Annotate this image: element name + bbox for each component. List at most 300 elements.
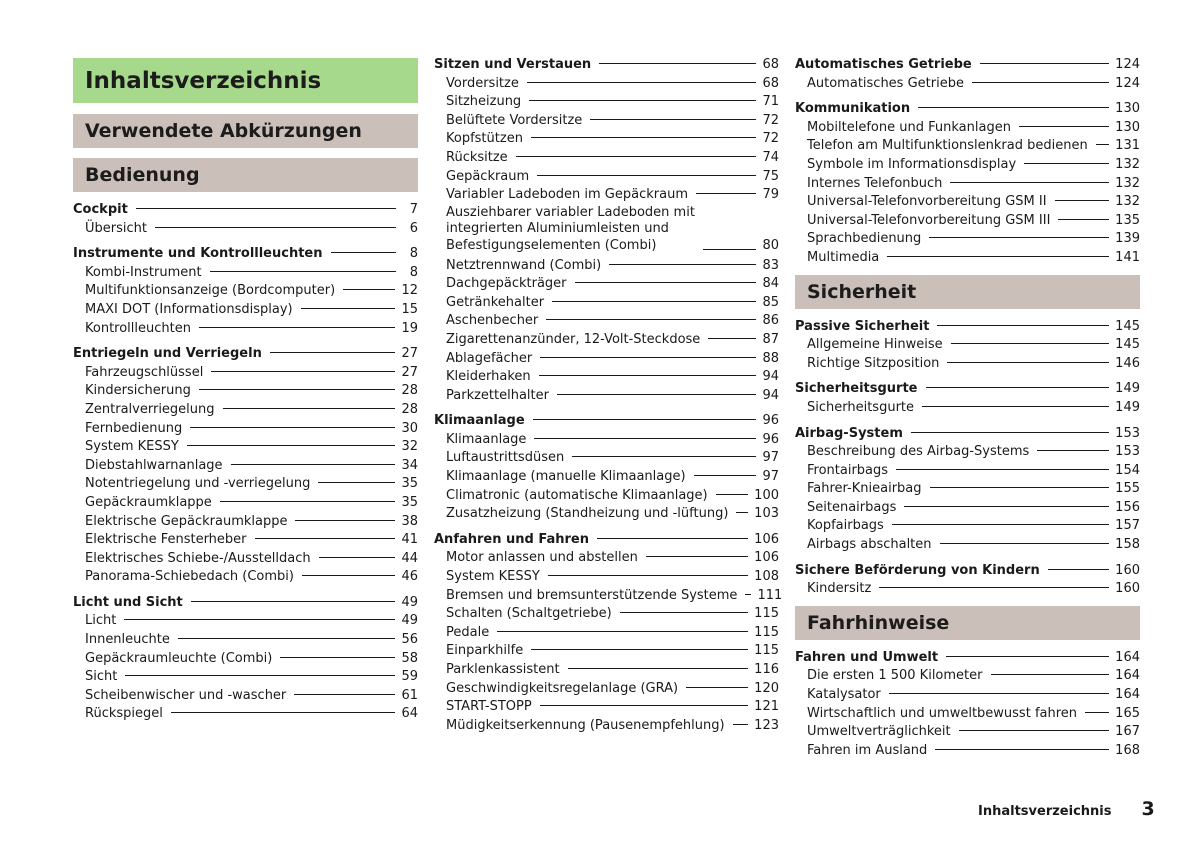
section-title: Cockpit <box>73 202 128 217</box>
toc-entry[interactable] <box>434 294 779 313</box>
toc-section <box>795 318 1140 374</box>
toc-section <box>795 56 1140 93</box>
dot-leader <box>318 482 395 483</box>
toc-entry[interactable] <box>73 320 418 339</box>
toc-entry[interactable] <box>434 257 779 276</box>
toc-entry[interactable] <box>434 368 779 387</box>
page-ref: 149 <box>1115 381 1140 397</box>
dot-leader <box>694 475 757 476</box>
entry-label: Elektrisches Schiebe-/Ausstelldach <box>85 550 311 566</box>
entry-label: Elektrische Gepäckraumklappe <box>85 513 288 529</box>
entry-label: Rückspiegel <box>85 706 163 722</box>
entry-label: Airbags abschalten <box>807 537 932 553</box>
toc-section-heading[interactable] <box>795 56 1140 75</box>
entry-label: Mobiltelefone und Funkanlagen <box>807 119 1011 135</box>
toc-entry[interactable] <box>434 624 779 643</box>
entry-label: Symbole im Informationsdisplay <box>807 156 1017 172</box>
entry-label: Innenleuchte <box>85 632 170 648</box>
page-ref: 160 <box>1115 581 1140 597</box>
page-ref: 8 <box>409 246 418 262</box>
entry-label: Netztrennwand (Combi) <box>446 257 602 273</box>
dot-leader <box>295 520 395 521</box>
toc-entry[interactable] <box>795 119 1140 138</box>
toc-entry[interactable] <box>73 668 418 687</box>
entry-label: Die ersten 1 500 Kilometer <box>807 668 983 684</box>
toc-section-heading[interactable] <box>434 531 779 550</box>
entry-label: Climatronic (automatische Klimaanlage) <box>446 487 708 503</box>
toc-entry[interactable] <box>73 382 418 401</box>
page-ref: 58 <box>401 650 418 666</box>
page-ref: 149 <box>1115 399 1140 415</box>
entry-label: Aschenbecher <box>446 313 539 329</box>
page-ref: 97 <box>762 450 779 466</box>
page-ref: 15 <box>401 301 418 317</box>
entry-label: START-STOPP <box>446 699 532 715</box>
toc-entry[interactable] <box>434 431 779 450</box>
toc-entry[interactable] <box>434 387 779 406</box>
entry-label: Klimaanlage (manuelle Klimaanlage) <box>446 469 686 485</box>
toc-entry[interactable] <box>434 186 779 205</box>
dot-leader <box>696 193 756 194</box>
toc-entry[interactable] <box>795 686 1140 705</box>
page-ref: 115 <box>754 643 779 659</box>
dot-leader <box>155 227 396 228</box>
toc-section-heading[interactable] <box>795 318 1140 337</box>
entry-label: Kombi-Instrument <box>85 264 202 280</box>
page-ref: 130 <box>1115 101 1140 117</box>
toc-entry[interactable] <box>434 568 779 587</box>
dot-leader <box>1085 712 1109 713</box>
section-title: Anfahren und Fahren <box>434 531 589 547</box>
entry-label: Diebstahlwarnanlage <box>85 457 223 473</box>
toc-entry[interactable] <box>795 705 1140 724</box>
dot-leader <box>940 543 1110 544</box>
toc-entry[interactable] <box>434 112 779 131</box>
dot-leader <box>904 506 1109 507</box>
entry-label: Getränkehalter <box>446 294 545 310</box>
entry-label: Universal-Telefonvorbereitung GSM III <box>807 212 1051 228</box>
toc-entry[interactable] <box>795 137 1140 156</box>
entry-label: Katalysator <box>807 687 881 703</box>
dot-leader <box>736 512 748 513</box>
toc-entry[interactable] <box>434 149 779 168</box>
page-ref: 131 <box>1115 138 1140 154</box>
dot-leader <box>124 619 395 620</box>
page-ref: 75 <box>762 168 779 184</box>
dot-leader <box>539 375 757 376</box>
toc-entry[interactable] <box>795 249 1140 268</box>
toc-column-1 <box>73 56 418 731</box>
dot-leader <box>255 538 396 539</box>
page-ref: 68 <box>762 75 779 91</box>
dot-leader <box>929 237 1109 238</box>
toc-section-heading[interactable] <box>73 345 418 364</box>
toc-entry[interactable] <box>73 282 418 301</box>
dot-leader <box>1058 219 1109 220</box>
dot-leader <box>646 556 748 557</box>
toc-section-heading[interactable] <box>73 594 418 613</box>
toc-section-heading[interactable] <box>73 245 418 264</box>
entry-label: Dachgepäckträger <box>446 276 567 292</box>
page-ref: 167 <box>1115 724 1140 740</box>
entry-label: Universal-Telefonvorbereitung GSM II <box>807 194 1047 210</box>
dot-leader <box>930 487 1110 488</box>
page-ref: 80 <box>762 237 779 253</box>
toc-section-heading[interactable] <box>73 201 418 220</box>
toc-entry[interactable] <box>795 536 1140 555</box>
page-ref: 56 <box>401 632 418 648</box>
page-ref: 115 <box>754 606 779 622</box>
toc-section <box>73 201 418 238</box>
toc-section-heading[interactable] <box>795 562 1140 581</box>
toc-entry[interactable] <box>73 650 418 669</box>
entry-label: Internes Telefonbuch <box>807 175 943 191</box>
page-ref: 160 <box>1115 562 1140 578</box>
toc-section <box>795 649 1140 761</box>
toc-entry[interactable] <box>795 399 1140 418</box>
dot-leader <box>935 749 1109 750</box>
page-ref: 130 <box>1115 119 1140 135</box>
toc-entry[interactable] <box>434 205 779 257</box>
page-ref: 153 <box>1115 425 1140 441</box>
dot-leader <box>1037 450 1109 451</box>
toc-section-heading[interactable] <box>795 380 1140 399</box>
page-ref: 155 <box>1115 481 1140 497</box>
page-ref: 145 <box>1115 318 1140 334</box>
page-ref: 165 <box>1115 705 1140 721</box>
page-ref: 94 <box>762 387 779 403</box>
toc-section-heading[interactable] <box>434 412 779 431</box>
toc-entry[interactable] <box>434 505 779 524</box>
entry-label: Pedale <box>446 624 490 640</box>
toc-entry[interactable] <box>73 531 418 550</box>
toc-entry[interactable] <box>73 494 418 513</box>
entry-label: Beschreibung des Airbag-Systems <box>807 444 1030 460</box>
toc-entry[interactable] <box>434 680 779 699</box>
page-ref: 46 <box>401 569 418 585</box>
section-title: Passive Sicherheit <box>795 318 930 334</box>
driving-tips-banner: Fahrhinweise <box>795 606 1140 640</box>
page-ref: 100 <box>754 487 779 503</box>
dot-leader <box>896 469 1109 470</box>
entry-label: Automatisches Getriebe <box>807 75 964 91</box>
toc-section <box>795 425 1140 555</box>
toc-entry[interactable] <box>795 517 1140 536</box>
toc-section-heading[interactable] <box>795 425 1140 444</box>
footer-title: Inhaltsverzeichnis <box>978 804 1112 819</box>
entry-label: Multimedia <box>807 249 880 265</box>
toc-column-3 <box>795 56 1140 767</box>
page-ref: 41 <box>401 532 418 548</box>
entry-label: Schalten (Schaltgetriebe) <box>446 606 612 622</box>
page-ref: 35 <box>401 494 418 510</box>
entry-label: Luftaustrittsdüsen <box>446 450 565 466</box>
toc-entry[interactable] <box>795 355 1140 374</box>
toc-entry[interactable] <box>795 443 1140 462</box>
toc-entry[interactable] <box>434 75 779 94</box>
dot-leader <box>972 82 1109 83</box>
toc-entry[interactable] <box>434 350 779 369</box>
page-ref: 94 <box>762 369 779 385</box>
entry-label: Übersicht <box>85 220 147 236</box>
dot-leader <box>548 575 748 576</box>
entry-label: Klimaanlage <box>446 431 527 447</box>
entry-label: Umweltverträglichkeit <box>807 724 951 740</box>
toc-entry[interactable] <box>795 480 1140 499</box>
toc-entry[interactable] <box>795 499 1140 518</box>
dot-leader <box>911 432 1109 433</box>
dot-leader <box>270 352 396 353</box>
toc-entry[interactable] <box>795 723 1140 742</box>
dot-leader <box>199 327 395 328</box>
toc-entry[interactable] <box>434 449 779 468</box>
entry-label: Gepäckraum <box>446 168 530 184</box>
safety-banner: Sicherheit <box>795 275 1140 309</box>
page-ref: 146 <box>1115 355 1140 371</box>
toc-entry[interactable] <box>434 130 779 149</box>
page-ref: 168 <box>1115 742 1140 758</box>
toc-entry[interactable] <box>73 364 418 383</box>
toc-entry[interactable] <box>795 156 1140 175</box>
dot-leader <box>531 137 757 138</box>
operation-banner: Bedienung <box>73 158 418 192</box>
dot-leader <box>343 289 395 290</box>
abbreviations-banner[interactable]: Verwendete Abkürzungen <box>73 114 418 148</box>
entry-label: Allgemeine Hinweise <box>807 337 943 353</box>
toc-section <box>434 412 779 524</box>
toc-entry[interactable] <box>795 742 1140 761</box>
page-ref: 153 <box>1115 444 1140 460</box>
toc-section-heading[interactable] <box>795 649 1140 668</box>
dot-leader <box>302 575 395 576</box>
entry-label: Fahrer-Knieairbag <box>807 481 922 497</box>
page-ref: 123 <box>754 717 779 733</box>
page-ref: 49 <box>401 594 418 610</box>
dot-leader <box>609 264 756 265</box>
entry-label: Scheibenwischer und -wascher <box>85 687 287 703</box>
dot-leader <box>280 657 395 658</box>
toc-entry[interactable] <box>73 568 418 587</box>
toc-entry[interactable] <box>73 513 418 532</box>
entry-label-line: integrierten Aluminiumleisten und <box>446 221 669 237</box>
toc-section <box>795 380 1140 417</box>
entry-label: Sicherheitsgurte <box>807 399 915 415</box>
dot-leader <box>178 638 396 639</box>
toc-entry[interactable] <box>73 705 418 724</box>
page-ref: 115 <box>754 624 779 640</box>
page-ref: 68 <box>762 57 779 72</box>
page-ref: 6 <box>409 220 418 236</box>
page-ref: 135 <box>1115 212 1140 228</box>
dot-leader <box>1024 163 1109 164</box>
page-ref: 38 <box>401 513 418 529</box>
page-ref: 34 <box>401 457 418 473</box>
toc-entry[interactable] <box>434 468 779 487</box>
entry-label: Vordersitze <box>446 75 519 91</box>
toc-entry[interactable] <box>73 457 418 476</box>
toc-entry[interactable] <box>434 331 779 350</box>
toc-entry[interactable] <box>434 587 783 606</box>
dot-leader <box>533 419 757 420</box>
dot-leader <box>220 501 396 502</box>
section-title: Licht und Sicht <box>73 594 183 610</box>
toc-entry[interactable] <box>434 698 779 717</box>
page-ref: 106 <box>754 550 779 566</box>
entry-label <box>434 205 695 255</box>
toc-section <box>73 245 418 338</box>
entry-label: Sicht <box>85 669 118 685</box>
page-ref: 156 <box>1115 499 1140 515</box>
dot-leader <box>620 612 748 613</box>
page-ref: 108 <box>754 569 779 585</box>
toc-entry[interactable] <box>795 212 1140 231</box>
dot-leader <box>980 63 1109 64</box>
toc-entry[interactable] <box>795 336 1140 355</box>
entry-label: Sprachbedienung <box>807 231 922 247</box>
dot-leader <box>946 656 1109 657</box>
page-ref: 44 <box>401 550 418 566</box>
toc-entry[interactable] <box>73 420 418 439</box>
page-ref: 8 <box>409 264 418 280</box>
entry-label: MAXI DOT (Informationsdisplay) <box>85 301 293 317</box>
dot-leader <box>319 557 396 558</box>
toc-entry[interactable] <box>434 487 779 506</box>
toc-entry[interactable] <box>434 168 779 187</box>
toc-entry[interactable] <box>73 631 418 650</box>
toc-section <box>434 531 783 736</box>
toc-entry[interactable] <box>73 220 418 239</box>
entry-label: Kontrollleuchten <box>85 320 191 336</box>
page-ref: 124 <box>1115 75 1140 91</box>
toc-entry[interactable] <box>434 549 779 568</box>
entry-label: Kindersitz <box>807 581 872 597</box>
page-ref: 28 <box>401 383 418 399</box>
toc-entry[interactable] <box>73 438 418 457</box>
entry-label: Zentralverriegelung <box>85 401 215 417</box>
section-title: Airbag-System <box>795 425 903 441</box>
page-ref: 61 <box>401 687 418 703</box>
entry-label-line: Befestigungselementen (Combi) <box>446 237 657 253</box>
toc-entry[interactable] <box>434 642 779 661</box>
entry-label: System KESSY <box>85 439 179 455</box>
toc-section-heading[interactable] <box>795 100 1140 119</box>
dot-leader <box>527 82 757 83</box>
toc-section-heading[interactable] <box>434 56 779 75</box>
dot-leader <box>171 712 396 713</box>
entry-label: Gepäckraumklappe <box>85 494 212 510</box>
page-ref: 120 <box>754 680 779 696</box>
toc-entry[interactable] <box>73 475 418 494</box>
entry-label: Variabler Ladeboden im Gepäckraum <box>446 187 688 203</box>
page-ref: 49 <box>401 613 418 629</box>
toc-entry[interactable] <box>795 193 1140 212</box>
page-ref: 30 <box>401 420 418 436</box>
toc-entry[interactable] <box>434 605 779 624</box>
page-ref: 139 <box>1115 231 1140 247</box>
page-ref: 72 <box>762 131 779 147</box>
entry-label: Multifunktionsanzeige (Bordcomputer) <box>85 283 336 299</box>
page-ref: 88 <box>762 350 779 366</box>
section-title: Entriegeln und Verriegeln <box>73 346 262 362</box>
page-ref: 103 <box>754 506 779 522</box>
dot-leader <box>187 445 396 446</box>
toc-entry[interactable] <box>795 175 1140 194</box>
page-ref: 145 <box>1115 337 1140 353</box>
toc-entry[interactable] <box>73 264 418 283</box>
toc-entry[interactable] <box>73 687 418 706</box>
section-title: Sitzen und Verstauen <box>434 57 592 72</box>
page-ref: 157 <box>1115 518 1140 534</box>
page-ref: 32 <box>401 439 418 455</box>
page-ref: 86 <box>762 313 779 329</box>
page-ref: 132 <box>1115 194 1140 210</box>
page-ref: 97 <box>762 469 779 485</box>
dot-leader <box>937 325 1109 326</box>
toc-entry[interactable] <box>434 275 779 294</box>
toc-entry[interactable] <box>434 717 779 736</box>
page-ref: 158 <box>1115 537 1140 553</box>
page-footer <box>978 798 1155 820</box>
section-title: Instrumente und Kontrollleuchten <box>73 246 323 262</box>
dot-leader <box>294 694 395 695</box>
toc-entry[interactable] <box>795 580 1140 599</box>
dot-leader <box>1055 200 1110 201</box>
page-ref: 71 <box>762 94 779 110</box>
dot-leader <box>301 308 396 309</box>
page-ref: 84 <box>762 276 779 292</box>
toc-entry[interactable] <box>73 612 418 631</box>
toc-column-2 <box>434 56 783 742</box>
toc-entry[interactable] <box>795 667 1140 686</box>
dot-leader <box>991 674 1110 675</box>
page-ref: 19 <box>401 320 418 336</box>
page-ref: 132 <box>1115 175 1140 191</box>
page-ref: 83 <box>762 257 779 273</box>
page-ref: 64 <box>401 706 418 722</box>
dot-leader <box>887 256 1109 257</box>
entry-label: Bremsen und bremsunterstützende Systeme <box>446 587 738 603</box>
toc-entry[interactable] <box>73 301 418 320</box>
toc-entry[interactable] <box>795 462 1140 481</box>
page-ref: 116 <box>754 662 779 677</box>
entry-label: Kleiderhaken <box>446 369 531 385</box>
section-title: Automatisches Getriebe <box>795 57 972 72</box>
entry-label: Kindersicherung <box>85 383 191 399</box>
toc-section <box>73 594 418 724</box>
dot-leader <box>879 587 1109 588</box>
page-ref: 96 <box>762 413 779 429</box>
toc-entry[interactable] <box>434 312 779 331</box>
toc-entry[interactable] <box>434 661 779 680</box>
page-ref: 79 <box>762 187 779 203</box>
dot-leader <box>568 668 749 669</box>
toc-entry[interactable] <box>795 230 1140 249</box>
dot-leader <box>331 252 396 253</box>
toc-entry[interactable] <box>434 93 779 112</box>
toc-entry[interactable] <box>73 550 418 569</box>
dot-leader <box>497 631 748 632</box>
dot-leader <box>136 208 396 209</box>
dot-leader <box>926 387 1110 388</box>
page-ref: 35 <box>401 476 418 492</box>
page-ref: 106 <box>754 531 779 547</box>
toc-entry[interactable] <box>795 75 1140 94</box>
dot-leader <box>951 343 1110 344</box>
entry-label: Einparkhilfe <box>446 643 524 659</box>
dot-leader <box>557 394 756 395</box>
entry-label: Ablagefächer <box>446 350 533 366</box>
toc-entry[interactable] <box>73 401 418 420</box>
